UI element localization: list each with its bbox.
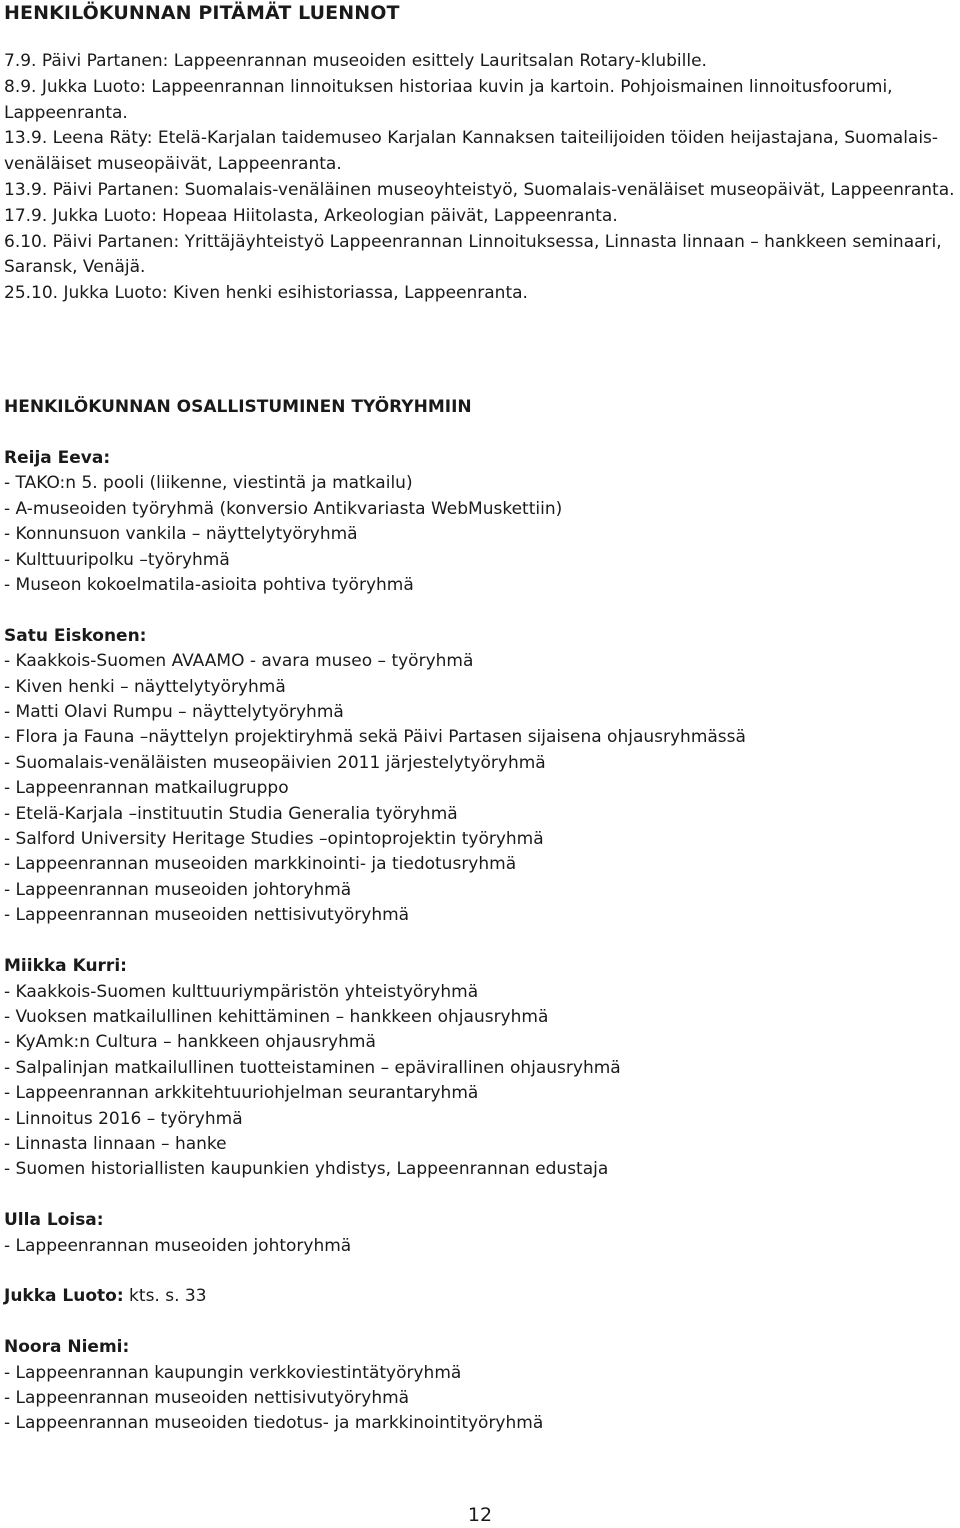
group-item: - Lappeenrannan museoiden markkinointi- ja tiedotusryhmä — [4, 854, 517, 875]
group-item: - Salpalinjan matkailullinen tuotteistaminen – epävirallinen ohjausryhmä — [4, 1057, 621, 1078]
person-groups-list — [4, 1234, 956, 1259]
group-item: - Vuoksen matkailullinen kehittäminen – hankkeen ohjausryhmä — [4, 1006, 549, 1027]
person-block — [4, 1284, 956, 1309]
lectures-heading: HENKILÖKUNNAN PITÄMÄT LUENNOT — [4, 2, 400, 24]
group-item: - Kaakkois-Suomen AVAAMO - avara museo – työryhmä — [4, 651, 474, 672]
lecture-item: 6.10. Päivi Partanen: Yrittäjäyhteistyö Lappeenrannan Linnoituksessa, Linnasta linnaan – hankkeen seminaari, Saransk, Venäjä. — [4, 231, 942, 278]
group-item: - Matti Olavi Rumpu – näyttelytyöryhmä — [4, 702, 344, 723]
page-reference: kts. s. 33 — [123, 1286, 207, 1307]
lectures-list — [4, 49, 956, 307]
group-item: - Kulttuuripolku –työryhmä — [4, 549, 230, 570]
group-item: - Kiven henki – näyttelytyöryhmä — [4, 676, 286, 697]
lecture-item: 8.9. Jukka Luoto: Lappeenrannan linnoituksen historiaa kuvin ja kartoin. Pohjoismainen linnoitusfoorumi, Lappeenranta. — [4, 76, 893, 123]
person-name: Noora Niemi: — [4, 1337, 130, 1358]
group-item: - Lappeenrannan museoiden nettisivutyöryhmä — [4, 905, 410, 926]
person-block — [4, 1335, 956, 1437]
group-item: - Suomen historiallisten kaupunkien yhdistys, Lappeenrannan edustaja — [4, 1159, 609, 1180]
group-item: - A-museoiden työryhmä (konversio Antikvariasta WebMuskettiin) — [4, 498, 563, 519]
person-block — [4, 1208, 956, 1259]
group-item: - Lappeenrannan museoiden johtoryhmä — [4, 879, 352, 900]
group-item: - KyAmk:n Cultura – hankkeen ohjausryhmä — [4, 1032, 376, 1053]
person-name: Reija Eeva: — [4, 448, 111, 468]
lecture-item: 25.10. Jukka Luoto: Kiven henki esihistoriassa, Lappeenranta. — [4, 283, 528, 304]
working-groups — [4, 446, 956, 1462]
person-block — [4, 954, 956, 1183]
group-item: - Suomalais-venäläisten museopäivien 2011 järjestelytyöryhmä — [4, 752, 546, 773]
person-name-with-reference — [4, 1284, 956, 1309]
group-item: - Linnasta linnaan – hanke — [4, 1133, 227, 1154]
group-item: - Lappeenrannan museoiden nettisivutyöryhmä — [4, 1387, 410, 1408]
group-item: - Flora ja Fauna –näyttelyn projektiryhmä sekä Päivi Partasen sijaisena ohjausryhmässä — [4, 727, 746, 748]
working-groups-heading: HENKILÖKUNNAN OSALLISTUMINEN TYÖRYHMIIN — [4, 397, 472, 417]
group-item: - Salford University Heritage Studies –opintoprojektin työryhmä — [4, 829, 544, 850]
lecture-item: 13.9. Päivi Partanen: Suomalais-venäläinen museoyhteistyö, Suomalais-venäläiset museopäivät, Lappeenranta. — [4, 179, 955, 200]
group-item: - Lappeenrannan museoiden tiedotus- ja markkinointityöryhmä — [4, 1413, 544, 1434]
person-groups-list — [4, 1361, 956, 1437]
lecture-item: 7.9. Päivi Partanen: Lappeenrannan museoiden esittely Lauritsalan Rotary-klubille. — [4, 51, 707, 71]
group-item: - Lappeenrannan arkkitehtuuriohjelman seurantaryhmä — [4, 1083, 479, 1104]
person-name: Miikka Kurri: — [4, 956, 127, 977]
group-item: - Etelä-Karjala –instituutin Studia Generalia työryhmä — [4, 803, 458, 824]
person-groups-list — [4, 649, 956, 928]
group-item: - Museon kokoelmatila-asioita pohtiva työryhmä — [4, 575, 414, 596]
group-item: - Kaakkois-Suomen kulttuuriympäristön yhteistyöryhmä — [4, 981, 479, 1002]
lecture-item: 13.9. Leena Räty: Etelä-Karjalan taidemuseo Karjalan Kannaksen taiteilijoiden töiden heijastajana, Suomalais-venäläiset museopäivät, Lappeenranta. — [4, 128, 939, 175]
group-item: - TAKO:n 5. pooli (liikenne, viestintä ja matkailu) — [4, 473, 413, 494]
group-item: - Linnoitus 2016 – työryhmä — [4, 1108, 243, 1129]
person-groups-list — [4, 980, 956, 1183]
person-groups-list — [4, 471, 956, 598]
group-item: - Lappeenrannan kaupungin verkkoviestintätyöryhmä — [4, 1362, 462, 1383]
person-name: Jukka Luoto: — [4, 1286, 124, 1307]
person-block — [4, 446, 956, 598]
group-item: - Lappeenrannan museoiden johtoryhmä — [4, 1235, 352, 1256]
lecture-item: 17.9. Jukka Luoto: Hopeaa Hiitolasta, Arkeologian päivät, Lappeenranta. — [4, 205, 618, 226]
page-number: 12 — [467, 1504, 493, 1526]
person-name: Satu Eiskonen: — [4, 625, 147, 646]
person-block — [4, 624, 956, 929]
person-name: Ulla Loisa: — [4, 1210, 104, 1231]
group-item: - Konnunsuon vankila – näyttelytyöryhmä — [4, 524, 358, 545]
group-item: - Lappeenrannan matkailugruppo — [4, 778, 289, 799]
